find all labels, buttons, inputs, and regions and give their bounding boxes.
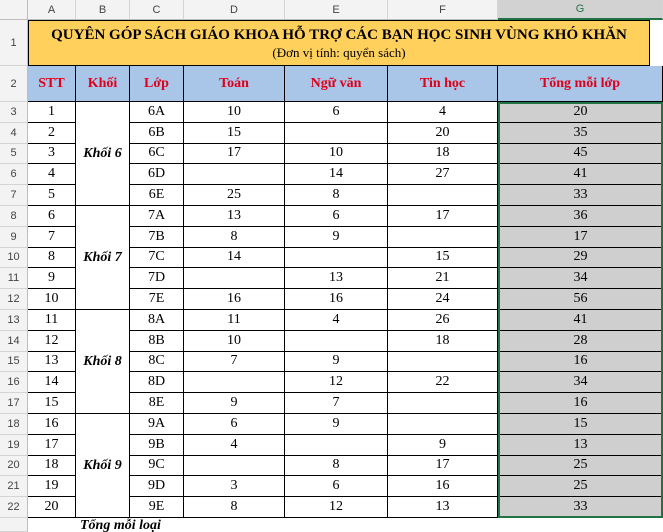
literature-cell[interactable]: 6 [285, 102, 388, 123]
literature-cell[interactable]: 6 [285, 206, 388, 227]
row-header-11[interactable]: 11 [0, 268, 28, 289]
class-cell[interactable]: 9C [130, 456, 184, 477]
literature-cell[interactable] [285, 435, 388, 456]
grand-total-label-cell[interactable]: Tổng mỗi loại [80, 518, 161, 532]
title-merged-cell[interactable] [28, 20, 650, 66]
class-cell[interactable]: 6D [130, 164, 184, 185]
stt-cell[interactable]: 13 [28, 352, 76, 373]
class-cell[interactable]: 8A [130, 310, 184, 331]
stt-cell[interactable]: 5 [28, 185, 76, 206]
informatics-cell[interactable] [388, 227, 498, 248]
stt-cell[interactable]: 7 [28, 227, 76, 248]
literature-cell[interactable]: 14 [285, 164, 388, 185]
math-cell[interactable] [184, 372, 285, 393]
row-header-19[interactable]: 19 [0, 435, 28, 456]
informatics-cell[interactable]: 17 [388, 456, 498, 477]
stt-cell[interactable]: 19 [28, 476, 76, 497]
row-header-20[interactable]: 20 [0, 456, 28, 477]
literature-cell[interactable]: 8 [285, 185, 388, 206]
row-header-4[interactable]: 4 [0, 123, 28, 144]
informatics-cell[interactable] [388, 352, 498, 373]
grade-group-cell[interactable]: Khối 8 [76, 310, 130, 414]
literature-cell[interactable]: 9 [285, 227, 388, 248]
literature-cell[interactable]: 6 [285, 476, 388, 497]
informatics-cell[interactable]: 18 [388, 144, 498, 165]
literature-cell[interactable]: 7 [285, 393, 388, 414]
class-cell[interactable]: 8D [130, 372, 184, 393]
row-header-8[interactable]: 8 [0, 206, 28, 227]
literature-cell[interactable]: 4 [285, 310, 388, 331]
row-header-17[interactable]: 17 [0, 393, 28, 414]
class-total-cell[interactable]: 33 [498, 497, 663, 518]
class-cell[interactable]: 8B [130, 331, 184, 352]
informatics-cell[interactable]: 16 [388, 476, 498, 497]
row-header-7[interactable]: 7 [0, 185, 28, 206]
class-cell[interactable]: 6A [130, 102, 184, 123]
row-header-10[interactable]: 10 [0, 248, 28, 269]
math-cell[interactable] [184, 268, 285, 289]
math-cell[interactable]: 15 [184, 123, 285, 144]
class-cell[interactable]: 8C [130, 352, 184, 373]
class-total-cell[interactable]: 34 [498, 372, 663, 393]
class-cell[interactable]: 7E [130, 289, 184, 310]
math-cell[interactable]: 10 [184, 102, 285, 123]
math-cell[interactable]: 7 [184, 352, 285, 373]
math-cell[interactable]: 14 [184, 248, 285, 269]
row-header-22[interactable]: 22 [0, 497, 28, 518]
informatics-cell[interactable]: 9 [388, 435, 498, 456]
class-total-cell[interactable]: 13 [498, 435, 663, 456]
informatics-cell[interactable]: 22 [388, 372, 498, 393]
math-cell[interactable]: 8 [184, 497, 285, 518]
table-header-cell[interactable]: Lớp [130, 66, 184, 102]
class-total-cell[interactable]: 16 [498, 352, 663, 373]
row-header-3[interactable]: 3 [0, 102, 28, 123]
math-cell[interactable]: 10 [184, 331, 285, 352]
informatics-cell[interactable]: 17 [388, 206, 498, 227]
class-total-cell[interactable]: 29 [498, 248, 663, 269]
row-header-1[interactable]: 1 [0, 20, 28, 66]
stt-cell[interactable]: 8 [28, 248, 76, 269]
literature-cell[interactable] [285, 331, 388, 352]
math-cell[interactable]: 4 [184, 435, 285, 456]
math-cell[interactable]: 3 [184, 476, 285, 497]
grade-group-cell[interactable]: Khối 6 [76, 102, 130, 206]
literature-cell[interactable] [285, 248, 388, 269]
class-cell[interactable]: 9D [130, 476, 184, 497]
stt-cell[interactable]: 16 [28, 414, 76, 435]
grade-group-cell[interactable]: Khối 7 [76, 206, 130, 310]
literature-cell[interactable]: 10 [285, 144, 388, 165]
row-header-partial[interactable] [0, 518, 28, 532]
class-total-cell[interactable]: 25 [498, 476, 663, 497]
stt-cell[interactable]: 12 [28, 331, 76, 352]
stt-cell[interactable]: 4 [28, 164, 76, 185]
table-header-cell[interactable]: STT [28, 66, 76, 102]
column-header-e[interactable]: E [285, 0, 388, 20]
table-header-cell[interactable]: Toán [184, 66, 285, 102]
stt-cell[interactable]: 1 [28, 102, 76, 123]
math-cell[interactable]: 13 [184, 206, 285, 227]
informatics-cell[interactable]: 21 [388, 268, 498, 289]
class-total-cell[interactable]: 56 [498, 289, 663, 310]
stt-cell[interactable]: 2 [28, 123, 76, 144]
math-cell[interactable]: 16 [184, 289, 285, 310]
literature-cell[interactable]: 8 [285, 456, 388, 477]
class-cell[interactable]: 9B [130, 435, 184, 456]
literature-cell[interactable]: 12 [285, 372, 388, 393]
class-cell[interactable]: 9A [130, 414, 184, 435]
column-header-a[interactable]: A [28, 0, 76, 20]
sheet-subtitle: (Đơn vị tính: quyển sách) [272, 45, 406, 60]
informatics-cell[interactable]: 24 [388, 289, 498, 310]
column-header-g[interactable]: G [498, 0, 663, 20]
select-all-corner[interactable] [0, 0, 28, 20]
grade-group-cell[interactable]: Khối 9 [76, 414, 130, 518]
row-header-6[interactable]: 6 [0, 164, 28, 185]
class-cell[interactable]: 6B [130, 123, 184, 144]
class-total-cell[interactable]: 41 [498, 164, 663, 185]
informatics-cell[interactable]: 26 [388, 310, 498, 331]
class-total-cell[interactable]: 25 [498, 456, 663, 477]
class-total-cell[interactable]: 15 [498, 414, 663, 435]
row-header-16[interactable]: 16 [0, 372, 28, 393]
informatics-cell[interactable]: 18 [388, 331, 498, 352]
stt-cell[interactable]: 20 [28, 497, 76, 518]
class-cell[interactable]: 7D [130, 268, 184, 289]
row-header-14[interactable]: 14 [0, 331, 28, 352]
informatics-cell[interactable] [388, 393, 498, 414]
column-header-b[interactable]: B [76, 0, 130, 20]
stt-cell[interactable]: 10 [28, 289, 76, 310]
row-header-12[interactable]: 12 [0, 289, 28, 310]
literature-cell[interactable]: 13 [285, 268, 388, 289]
informatics-cell[interactable]: 20 [388, 123, 498, 144]
class-total-cell[interactable]: 16 [498, 393, 663, 414]
informatics-cell[interactable]: 15 [388, 248, 498, 269]
math-cell[interactable]: 25 [184, 185, 285, 206]
math-cell[interactable]: 11 [184, 310, 285, 331]
row-header-9[interactable]: 9 [0, 227, 28, 248]
stt-cell[interactable]: 17 [28, 435, 76, 456]
column-header-c[interactable]: C [130, 0, 184, 20]
math-cell[interactable]: 17 [184, 144, 285, 165]
class-total-cell[interactable]: 41 [498, 310, 663, 331]
informatics-cell[interactable]: 27 [388, 164, 498, 185]
row-header-21[interactable]: 21 [0, 476, 28, 497]
stt-cell[interactable]: 6 [28, 206, 76, 227]
stt-cell[interactable]: 18 [28, 456, 76, 477]
informatics-cell[interactable] [388, 185, 498, 206]
class-total-cell[interactable]: 33 [498, 185, 663, 206]
row-header-18[interactable]: 18 [0, 414, 28, 435]
class-cell[interactable]: 7B [130, 227, 184, 248]
row-header-2[interactable]: 2 [0, 66, 28, 102]
sheet-title: QUYÊN GÓP SÁCH GIÁO KHOA HỖ TRỢ CÁC BẠN HỌC SINH VÙNG KHÓ KHĂN [51, 27, 627, 43]
table-header-cell[interactable]: Khối [76, 66, 130, 102]
row-header-5[interactable]: 5 [0, 144, 28, 165]
table-header-cell[interactable]: Ngữ văn [285, 66, 388, 102]
column-header-d[interactable]: D [184, 0, 285, 20]
class-cell[interactable]: 7C [130, 248, 184, 269]
stt-cell[interactable]: 14 [28, 372, 76, 393]
class-cell[interactable]: 9E [130, 497, 184, 518]
stt-cell[interactable]: 11 [28, 310, 76, 331]
class-total-cell[interactable]: 17 [498, 227, 663, 248]
stt-cell[interactable]: 9 [28, 268, 76, 289]
class-total-cell[interactable]: 20 [498, 102, 663, 123]
table-header-cell[interactable]: Tin học [388, 66, 498, 102]
informatics-cell[interactable]: 4 [388, 102, 498, 123]
literature-cell[interactable]: 9 [285, 352, 388, 373]
class-cell[interactable]: 6E [130, 185, 184, 206]
literature-cell[interactable]: 16 [285, 289, 388, 310]
class-total-cell[interactable]: 35 [498, 123, 663, 144]
row-header-13[interactable]: 13 [0, 310, 28, 331]
informatics-cell[interactable]: 13 [388, 497, 498, 518]
class-cell[interactable]: 7A [130, 206, 184, 227]
column-header-f[interactable]: F [388, 0, 498, 20]
stt-cell[interactable]: 3 [28, 144, 76, 165]
class-total-cell[interactable]: 36 [498, 206, 663, 227]
math-cell[interactable] [184, 456, 285, 477]
literature-cell[interactable]: 9 [285, 414, 388, 435]
class-cell[interactable]: 8E [130, 393, 184, 414]
math-cell[interactable] [184, 164, 285, 185]
math-cell[interactable]: 8 [184, 227, 285, 248]
math-cell[interactable]: 9 [184, 393, 285, 414]
math-cell[interactable]: 6 [184, 414, 285, 435]
literature-cell[interactable]: 12 [285, 497, 388, 518]
informatics-cell[interactable] [388, 414, 498, 435]
table-header-cell[interactable]: Tổng mỗi lớp [498, 66, 663, 102]
class-cell[interactable]: 6C [130, 144, 184, 165]
row-header-15[interactable]: 15 [0, 352, 28, 373]
literature-cell[interactable] [285, 123, 388, 144]
class-total-cell[interactable]: 28 [498, 331, 663, 352]
class-total-cell[interactable]: 34 [498, 268, 663, 289]
class-total-cell[interactable]: 45 [498, 144, 663, 165]
stt-cell[interactable]: 15 [28, 393, 76, 414]
